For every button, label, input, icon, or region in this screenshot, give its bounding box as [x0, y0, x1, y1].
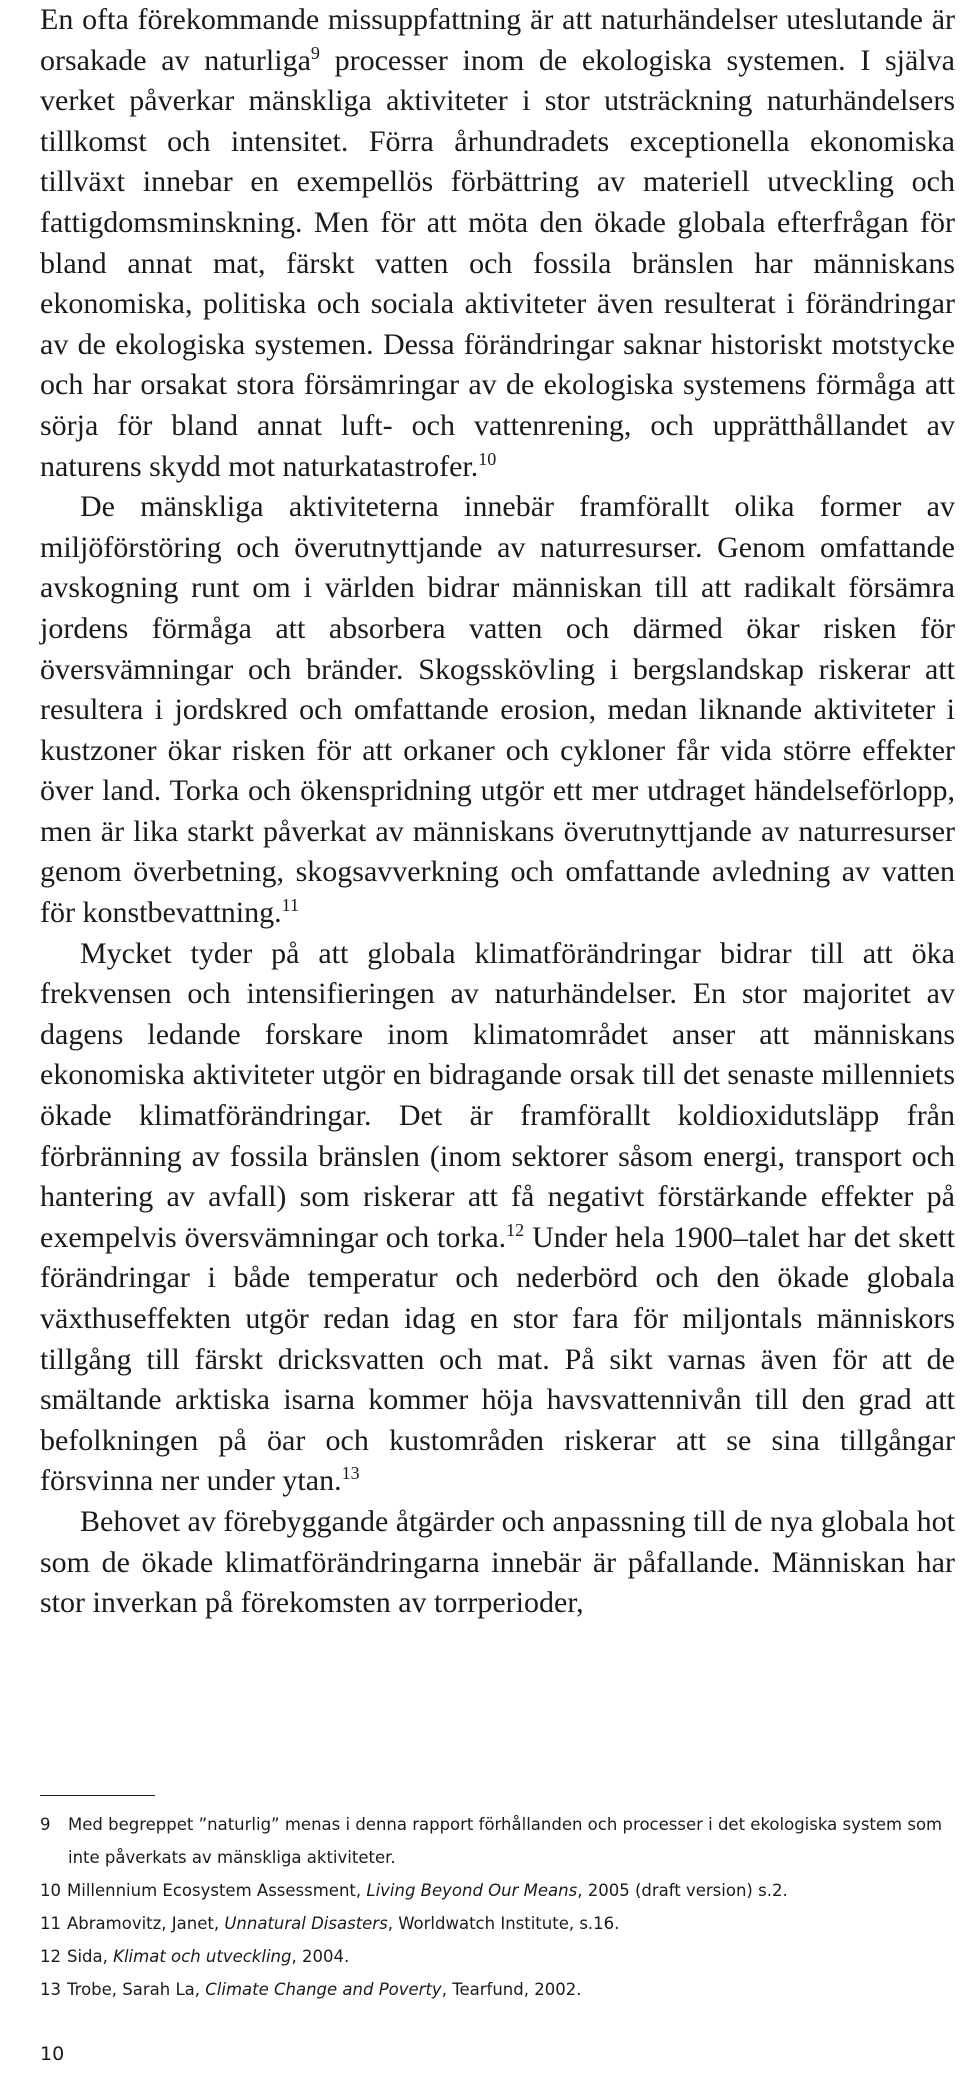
- text-run: En ofta förekommande missuppfattning är att naturhändelser uteslutande är orsakade av naturliga: [40, 3, 955, 77]
- footnote-reference: 9: [310, 42, 320, 63]
- page-number: 10: [40, 2043, 65, 2065]
- paragraph: [40, 487, 955, 934]
- footnote-item: [40, 1808, 955, 1874]
- paragraph: [40, 1502, 955, 1624]
- text-run: Millennium Ecosystem Assessment,: [67, 1881, 367, 1900]
- italic-title: Living Beyond Our Means: [366, 1881, 578, 1900]
- paragraph: [40, 934, 955, 1502]
- footnote-item: [40, 1973, 955, 2006]
- footnote-reference: 11: [281, 895, 299, 916]
- text-run: De mänskliga aktiviteterna innebär framförallt olika former av miljöförstöring och överutnyttjande av naturresurser. Genom omfattande avskogning runt om i världen bidrar människan till att radikalt försämra jordens förmåga att absorbera vatten och därmed ökar risken för översvämningar och bränder. Skogsskövling i bergslandskap riskerar att resultera i jordskred och omfattande erosion, medan liknande aktiviteter i kustzoner ökar risken för att orkaner och cykloner får vida större effekter över land. Torka och ökenspridning utgör ett mer utdraget händelseförlopp, men är lika starkt påverkat av människans överutnyttjande av naturresurser genom överbetning, skogsavverkning och omfattande avledning av vatten för konstbevattning.: [40, 490, 955, 930]
- footnote-number: 13: [40, 1980, 61, 1999]
- text-run: processer inom de ekologiska systemen. I själva verket påverkar mänskliga aktiviteter i stor utsträckning naturhändelsers tillkomst och intensitet. Förra århundradets exceptionella ekonomiska tillväxt innebar en exempellös förbättring av materiell utveckling och fattigdomsminskning. Men för att möta den ökade globala efterfrågan för bland annat mat, färskt vatten och fossila bränslen har människans ekonomiska, politiska och sociala aktiviteter även resulterat i förändringar av de ekologiska systemen. Dessa förändringar saknar historiskt motstycke och har orsakat stora försämringar av de ekologiska systemens förmåga att sörja för bland annat luft- och vattenrening, och upprätthållandet av naturens skydd mot naturkatastrofer.: [40, 43, 955, 483]
- footnote-item: [40, 1874, 955, 1907]
- body-text: [40, 0, 955, 1624]
- footnote-number: 9: [40, 1815, 51, 1834]
- italic-title: Climate Change and Poverty: [205, 1980, 442, 1999]
- footnote-separator: [40, 1795, 155, 1796]
- text-run: Trobe, Sarah La,: [67, 1980, 206, 1999]
- footnotes: [40, 1808, 955, 2006]
- footnote-number: 10: [40, 1881, 61, 1900]
- text-run: Mycket tyder på att globala klimatförändringar bidrar till att öka frekvensen och intensifieringen av naturhändelser. En stor majoritet av dagens ledande forskare inom klimatområdet anser att människans ekonomiska aktiviteter utgör en bidragande orsak till det senaste millenniets ökade klimatförändringar. Det är framförallt koldioxidutsläpp från förbränning av fossila bränslen (inom sektorer såsom energi, transport och hantering av avfall) som riskerar att få negativt förstärkande effekter på exempelvis översvämningar och torka.: [40, 936, 955, 1254]
- text-run: Abramovitz, Janet,: [67, 1914, 225, 1933]
- footnote-number: 12: [40, 1947, 61, 1966]
- paragraph: [40, 0, 955, 487]
- footnote-number: 11: [40, 1914, 61, 1933]
- text-run: Med begreppet ”naturlig” menas i denna rapport förhållanden och processer i det ekologiska system som inte påverkats av mänskliga aktiviteter.: [68, 1815, 943, 1867]
- text-run: , Worldwatch Institute, s.16.: [387, 1914, 620, 1933]
- text-run: Sida,: [67, 1947, 114, 1966]
- text-run: , Tearfund, 2002.: [441, 1980, 582, 1999]
- footnote-reference: 12: [506, 1219, 525, 1240]
- italic-title: Unnatural Disasters: [224, 1914, 388, 1933]
- text-run: Under hela 1900–talet har det skett förändringar i både temperatur och nederbörd och den ökade globala växthuseffekten utgör redan idag en stor fara för miljontals människors tillgång till färskt dricksvatten och mat. På sikt varnas även för att de smältande arktiska isarna kommer höja havsvattennivån till den grad att befolkningen på öar och kustområden riskerar att se sina tillgångar försvinna ner under ytan.: [40, 1220, 955, 1498]
- italic-title: Klimat och utveckling: [113, 1947, 292, 1966]
- footnote-reference: 10: [478, 448, 497, 469]
- footnote-item: [40, 1940, 955, 1973]
- footnote-reference: 13: [341, 1463, 360, 1484]
- text-run: Behovet av förebyggande åtgärder och anpassning till de nya globala hot som de ökade klimatförändringarna innebär är påfallande. Människan har stor inverkan på förekomsten av torrperioder,: [40, 1504, 955, 1620]
- text-run: , 2005 (draft version) s.2.: [577, 1881, 788, 1900]
- text-run: , 2004.: [291, 1947, 350, 1966]
- footnote-item: [40, 1907, 955, 1940]
